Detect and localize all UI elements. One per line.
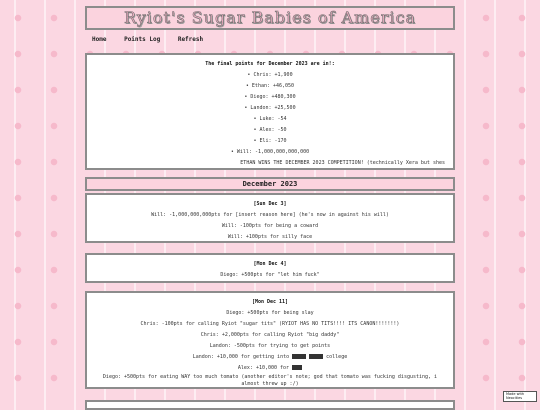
day-entry-card [85,253,455,283]
redaction-bar [309,354,323,359]
day-entry-line: Landon: -500pts for trying to get points [209,343,331,349]
day-date: [Mon Dec 4] [253,261,287,267]
day-date: [Sun Dec 3] [253,201,287,207]
final-points-panel [85,53,455,170]
points-line: • Eli: -170 [253,138,287,144]
day-entry-line: Will: +100pts for silly face [227,234,313,240]
nav-home-link[interactable]: Home [92,36,107,43]
points-line: • Ethan: +46,050 [245,83,295,89]
final-points-heading: The final points for December 2023 are in!: [205,61,335,67]
nav-refresh-link[interactable]: Refresh [177,36,204,43]
points-line: • Luke: -54 [253,116,287,122]
nav-points-log-link[interactable]: Points Log [124,36,161,43]
next-entry-card [85,400,455,410]
redaction-bar [292,354,306,359]
month-header: December 2023 [85,177,455,191]
day-entry-line: Will: -100pts for being a coward [221,223,319,229]
redaction-bar [292,365,302,370]
day-entry-card [85,193,455,243]
day-entry-line: Chris: +2,000pts for calling Ryiot "big daddy" [200,332,340,338]
day-date: [Mon Dec 11] [251,299,289,305]
day-entry-line: Will: -1,000,000,000pts for [insert reason here] (he's now in against his will) [151,212,389,218]
top-nav [92,36,217,43]
day-entry-text: Alex: +10,000 for [237,365,290,371]
day-entry-line [87,363,453,374]
badge-line: Neocities [506,396,523,400]
points-line: • Will: -1,000,000,000,000 [230,149,310,155]
day-entry-line: Diego: +500pts for "let him fuck" [220,272,320,278]
winner-announcement: ETHAN WINS THE DECEMBER 2023 COMPETITION! (technically Xera but shes [240,160,445,166]
day-entry-text: Landon: +10,000 for getting into [192,354,290,360]
day-entry-line [87,352,453,363]
day-entry-line: Diego: +500pts for being slay [226,310,314,316]
day-entry-card [85,291,455,389]
points-line: • Landon: +25,500 [244,105,296,111]
day-entry-suffix: college [326,354,348,360]
day-entry-line: Chris: -100pts for calling Ryiot "sugar tits" (RYIOT HAS NO TITS!!!! ITS CANON!!!!!!!) [140,321,400,327]
neocities-badge[interactable] [503,391,537,402]
points-line: • Chris: +1,900 [247,72,293,78]
points-line: • Diego: +480,300 [244,94,296,100]
site-title: Ryiot's Sugar Babies of America [85,6,455,30]
points-line: • Alex: -50 [253,127,287,133]
badge-line: Made with [506,392,525,396]
day-entry-line: Diego: +500pts for eating WAY too much tomato (another editor's note; god that tomato was fucking disgusting, i almost threw up :/) [102,374,438,387]
